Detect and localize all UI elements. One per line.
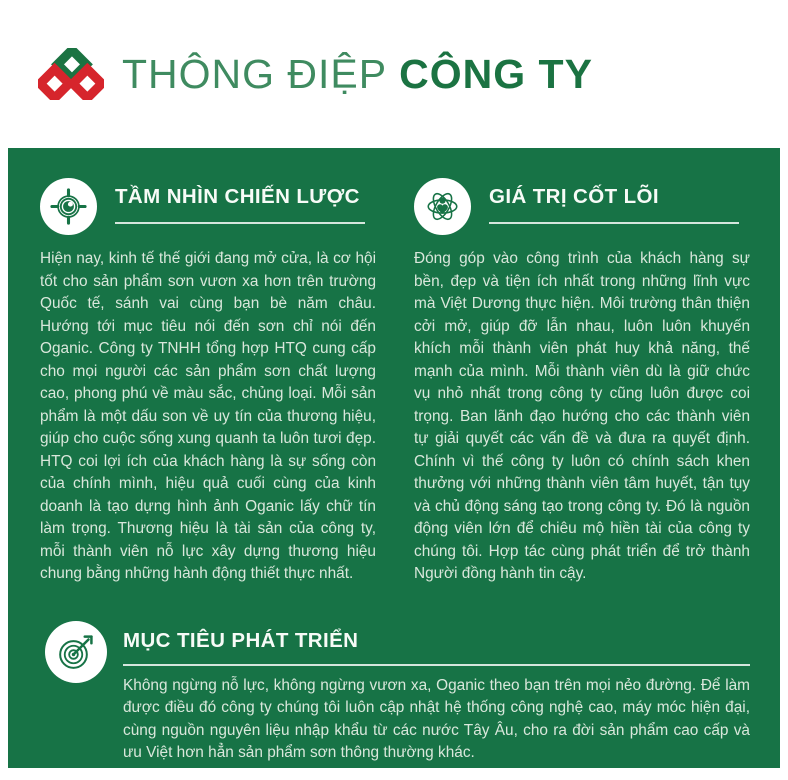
page-title-bold: CÔNG TY: [399, 50, 593, 97]
section-header: [40, 178, 376, 235]
two-column-sections: [40, 178, 750, 601]
dartboard-arrow-icon: [45, 621, 107, 683]
page-header: [0, 0, 788, 148]
title-underline: [489, 222, 739, 224]
page-title: [122, 51, 593, 98]
atom-heart-icon: [414, 178, 471, 235]
company-message-panel: [8, 148, 780, 768]
section-body-text: Đóng góp vào công trình của khách hàng sự bền, đẹp và tiện ích nhất trong những lĩnh vực mà Việt Dương thực hiện. Môi trường thân thiện cởi mở, giúp đỡ lẫn nhau, luôn luôn khuyến khích mỗi thành viên phát huy khả năng, thế mạnh của mình. Mỗi thành viên dù là giữ chức vụ nhỏ nhất trong công ty cũng luôn được coi trọng. Ban lãnh đạo hướng cho các thành viên tự giải quyết các vấn đề và đưa ra quyết định. Chính vì thế công ty luôn có chính sách khen thưởng với những thành viên tâm huyết, tận tụy và chủ động sáng tạo trong công ty. Đó là nguồn động viên lớn để chiêu mộ hiền tài của công ty chúng tôi. Hợp tác cùng phát triển để trở thành Người đồng hành tin cậy.: [414, 250, 750, 582]
section-title-wrap: [489, 178, 739, 235]
three-diamonds-logo-icon: [38, 48, 104, 100]
section-header: [414, 178, 750, 235]
section-core-values: [414, 178, 750, 601]
section-strategic-vision: [40, 178, 376, 601]
title-underline: [115, 222, 365, 224]
section-title: TẦM NHÌN CHIẾN LƯỢC: [115, 185, 360, 208]
title-underline: [123, 664, 750, 666]
section-body-text: Hiện nay, kinh tế thế giới đang mở cửa, là cơ hội tốt cho sản phẩm sơn vươn xa hơn trên trường Quốc tế, sánh vai cùng bạn bè năm châu. Hướng tới mục tiêu nói đến sơn chỉ nói đến Oganic. Công ty TNHH tổng hợp HTQ cung cấp cho mọi người các sản phẩm sơn chất lượng cao, phong phú về màu sắc, chủng loại. Mỗi sản phẩm là một dấu son về uy tín của thương hiệu, giúp cho cuộc sống xung quanh ta luôn tươi đẹp. HTQ coi lợi ích của khách hàng là sự sống còn của chính mình, hiệu quả cuối cùng của kinh doanh là tạo dựng hình ảnh Oganic lấy chữ tín làm trọng. Thương hiệu là tài sản của công ty, mỗi thành viên nỗ lực xây dựng thương hiệu chung bằng những hành động thiết thực nhất.: [40, 250, 376, 582]
section-title: GIÁ TRỊ CỐT LÕI: [489, 185, 659, 208]
section-body-text: Không ngừng nỗ lực, không ngừng vươn xa, Oganic theo bạn trên mọi nẻo đường. Để làm được điều đó công ty chúng tôi luôn cập nhật hệ thống công nghệ cao, máy móc hiện đại, cùng nguồn nguyên liệu nhập khẩu từ các nước Tây Âu, cho ra đời sản phẩm cao cấp và ưu Việt hơn hẳn sản phẩm sơn thông thường khác.: [123, 676, 750, 762]
section-title-wrap: [115, 178, 365, 235]
section-title: MỤC TIÊU PHÁT TRIỂN: [123, 628, 359, 652]
page-title-regular: THÔNG ĐIỆP: [122, 50, 388, 97]
section-title-wrap: [123, 621, 750, 780]
target-crosshair-icon: [40, 178, 97, 235]
section-development-goals: [40, 621, 750, 780]
